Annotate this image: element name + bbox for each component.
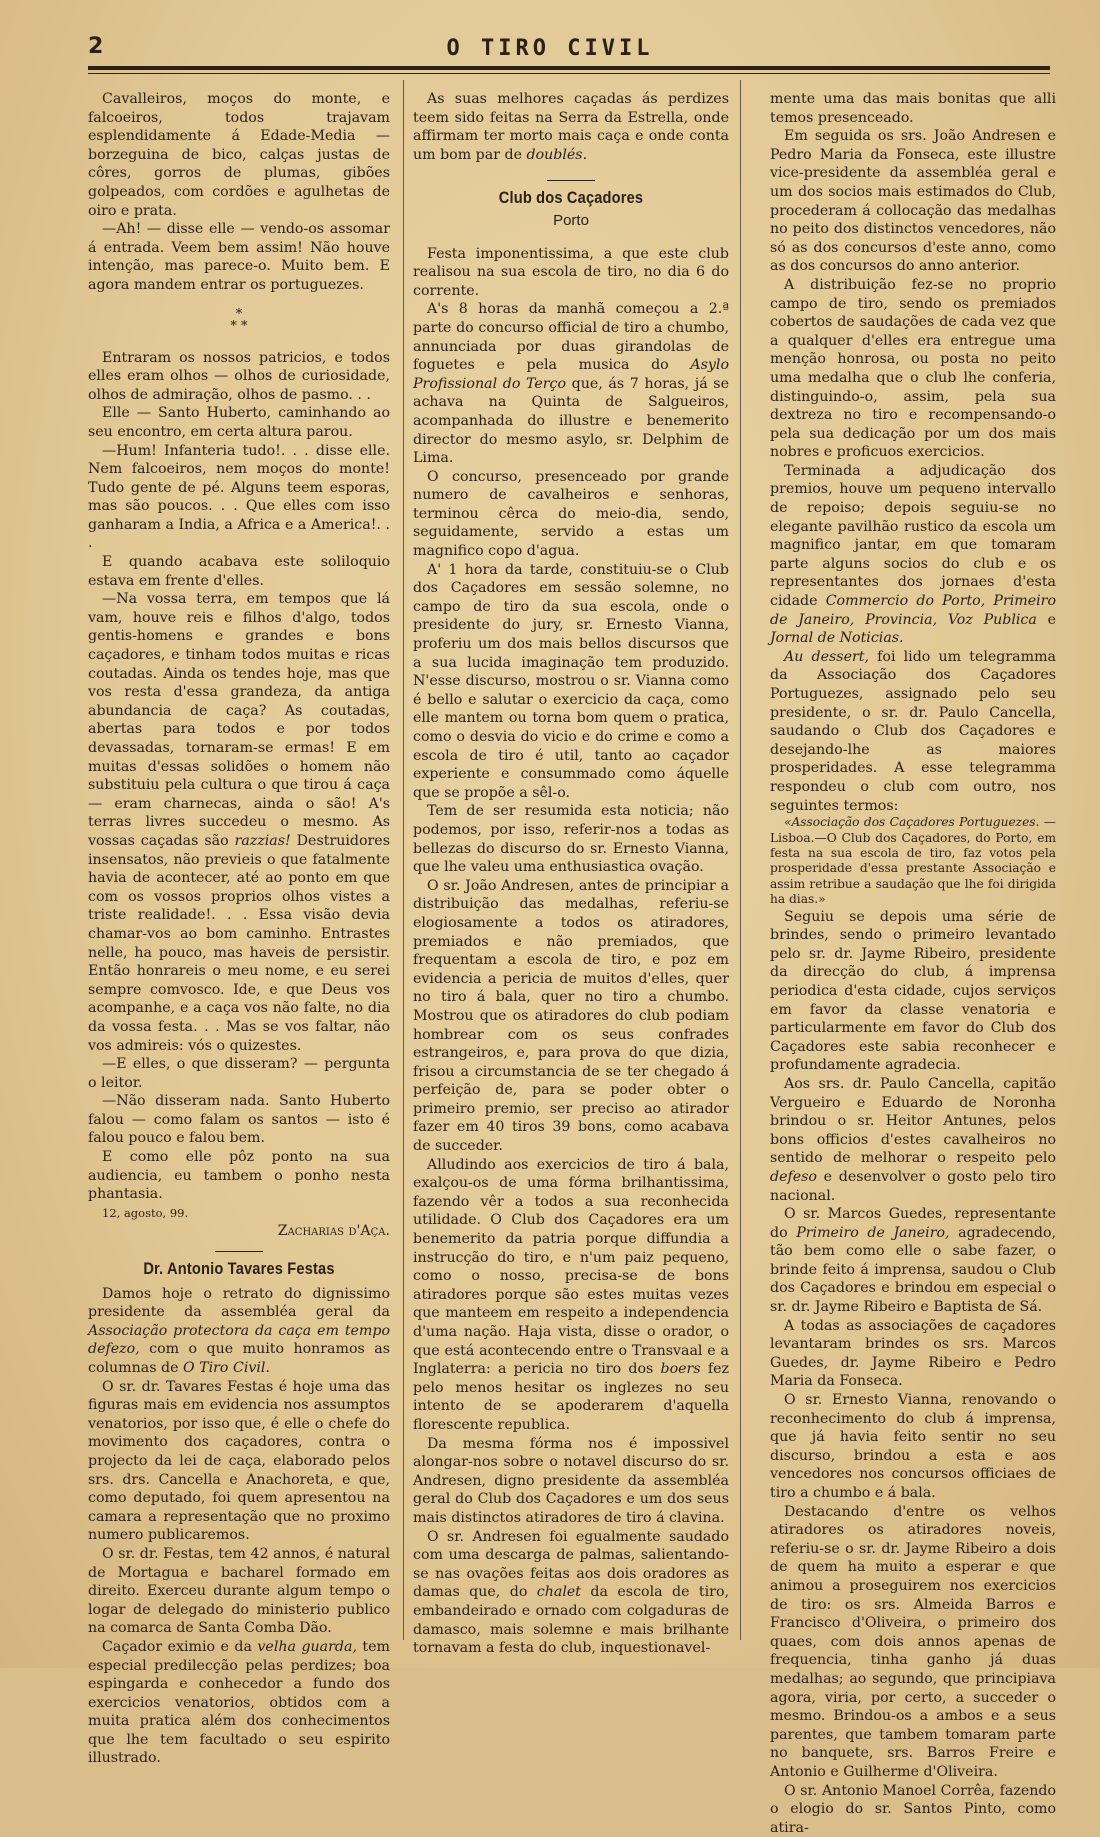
- paragraph: [413, 1528, 729, 1658]
- text-run: fez pelo menos hesitar os inglezes no seu intento de se apoderarem d'aquella florescente republica.: [413, 1361, 729, 1433]
- italic-text: «Associação dos Caçadores Portuguezes.: [784, 815, 1039, 829]
- italic-text: Commercio do Porto, Primeiro de Janeiro, Provincia, Voz Publica: [770, 593, 1056, 628]
- text-run: As suas melhores caçadas ás perdizes teem sido feitas na Serra da Estrella, onde affirmam ter morto mais caça e onde conta um bom par de: [413, 91, 729, 163]
- paragraph: [88, 1638, 390, 1768]
- paragraph: —Ah! — disse elle — vendo-os assomar á entrada. Veem bem assim! Não houve intenção, mas parece-o. Muito bem. E agora mandem entrar os portuguezes.: [88, 220, 390, 294]
- text-run: Damos hoje o retrato do dignissimo presidente da assembléa geral da: [88, 1286, 390, 1321]
- paragraph: Tem de ser resumida esta noticia; não podemos, por isso, referir-nos a todas as bellezas do discurso do sr. Ernesto Vianna, que lhe valeu uma enthusiastica ovação.: [413, 802, 729, 876]
- text-run: Caçador eximio e da: [102, 1639, 257, 1655]
- text-run: — Lisboa.—O Club dos Caçadores, do Porto, em festa na sua escola de tiro, faz votos pela prosperidade d'essa prestante Associação e assim retribue a saudação que lhe foi dirigida ha dias.»: [770, 815, 1056, 906]
- page-number: 2: [88, 34, 103, 59]
- column-2: [413, 90, 729, 1650]
- italic-text: O Tiro Civil.: [183, 1360, 270, 1376]
- paragraph: Festa imponentissima, a que este club realisou na sua escola de tiro, no dia 6 do corrente.: [413, 245, 729, 301]
- column-3: [770, 90, 1056, 1650]
- text-run: Terminada a adjudicação dos premios, houve um pequeno intervallo de repoiso; depois seguiu-se no elegante pavilhão rustico da escola um magnifico jantar, em que tomaram parte alguns socios do club e os representantes dos jornaes d'esta cidade: [770, 463, 1056, 609]
- italic-text: doublés.: [527, 147, 588, 163]
- paragraph: mente uma das mais bonitas que alli temos presenceado.: [770, 90, 1056, 127]
- paragraph: [413, 90, 729, 164]
- paragraph: —Não disseram nada. Santo Huberto falou — como falam os santos — isto é falou pouco e falou bem.: [88, 1092, 390, 1148]
- text-run: Aos srs. dr. Paulo Cancella, capitão Vergueiro e Eduardo de Noronha brindou o sr. Heitor Antunes, pelos bons officios d'estes cavalheiros no sentido de melhorar o respeito pelo: [770, 1076, 1056, 1166]
- text-run: A's 8 horas da manhã começou a 2.ª parte do concurso official de tiro a chumbo, annunciada por duas girandolas de foguetes e pela musica do: [413, 301, 729, 373]
- italic-text: Associação protectora da caça em tempo defezo,: [88, 1323, 390, 1358]
- paragraph: [413, 1156, 729, 1435]
- text-run: e: [1037, 612, 1056, 628]
- column-divider: [740, 80, 741, 1640]
- paragraph: Elle — Santo Huberto, caminhando ao seu encontro, em certa altura parou.: [88, 404, 390, 441]
- italic-text: razzias!: [235, 833, 291, 849]
- newspaper-title: O TIRO CIVIL: [0, 36, 1100, 61]
- paragraph: O sr. dr. Tavares Festas é hoje uma das figuras mais em evidencia nos assumptos venatorios, por isso que, é elle o chefe do movimento dos caçadores, contra o projecto da lei de caça, elaborado pelos srs. drs. Cancella e Anachoreta, e que, como deputado, foi quem apresentou na camara a representação que no proximo numero publicaremos.: [88, 1378, 390, 1545]
- paragraph: [770, 648, 1056, 815]
- paragraph: Entraram os nossos patricios, e todos elles eram olhos — olhos de curiosidade, olhos de admiração, olhos de pasmo. . .: [88, 349, 390, 405]
- article-date: 12, agosto, 99.: [88, 1204, 390, 1223]
- text-run: Alludindo aos exercicios de tiro á bala, exalçou-os de uma fórma brilhantissima, fazendo vêr a todos a sua reconhecida utilidade. O Club dos Caçadores era um benemerito da patria porque diffundia a instrucção do tiro, e n'um paiz pequeno, como o nosso, precisa-se de bons atiradores porque são estes muitas vezes que manteem em respeito a independencia d'uma nação. Haja vista, disse o orador, o que está acontecendo entre o Transvaal e a Inglaterra: a pericia no tiro dos: [413, 1157, 729, 1378]
- italic-text: Asylo Profissional do Terço: [413, 357, 729, 392]
- column-divider: [403, 80, 404, 1640]
- paragraph: [770, 462, 1056, 648]
- text-run: e desenvolver o gosto pelo tiro nacional.: [770, 1169, 1056, 1204]
- paragraph: Em seguida os srs. João Andresen e Pedro Maria da Fonseca, este illustre vice-presidente da assembléa geral e um dos socios mais estimados do Club, procederam á collocação das medalhas no peito dos distinctos vencedores, não só as dos concursos d'este anno, como as dos concursos do anno anterior.: [770, 127, 1056, 276]
- header-rule-thick: [88, 66, 1050, 70]
- paragraph: E quando acabava este soliloquio estava em frente d'elles.: [88, 553, 390, 590]
- paragraph: Cavalleiros, moços do monte, e falcoeiros, todos trajavam esplendidamente á Edade-Media — borzeguina de bico, calças justas de côres, gorros de plumas, gibões golpeados, com cordões e agulhetas de oiro e prata.: [88, 90, 390, 220]
- italic-text: defeso: [770, 1169, 817, 1185]
- paragraph: Seguiu se depois uma série de brindes, sendo o primeiro levantado pelo sr. dr. Jayme Ribeiro, presidente da direcção do club, á imprensa periodica d'esta cidade, cujos serviços em favor da classe venatoria e particularmente em favor do Club dos Caçadores este sabia reconhecer e profundamente agradecia.: [770, 908, 1056, 1075]
- paragraph: Da mesma fórma nos é impossivel alongar-nos sobre o notavel discurso do sr. Andresen, digno presidente da assembléa geral do Club dos Caçadores e um dos seus mais distinctos atiradores de tiro á clavina.: [413, 1435, 729, 1528]
- section-stars: * * *: [88, 309, 390, 333]
- text-run: —Na vossa terra, em tempos que lá vam, houve reis e filhos d'algo, todos gentis-homens e grandes e bons caçadores, e tinham todos muitas e ricas coutadas. Ainda os tendes hoje, mas que vos resta d'essa grandeza, da antiga abundancia de caça? As coutadas, abertas para todos e por todos devassadas, tornaram-se ermas! E em muitas d'essas solidões o homem não substituiu pela cultura o que tirou á caça — eram charnecas, ainda o são! A's terras livres succedeu o mesmo. As vossas caçadas são: [88, 591, 390, 849]
- paragraph: O concurso, presenceado por grande numero de cavalheiros e senhoras, terminou cêrca do meio-dia, sendo, seguidamente, servido a estas um magnifico copo d'agua.: [413, 468, 729, 561]
- text-run: tem especial predilecção pelas perdizes; boa espingarda e conhecedor a fundo dos exercicios venatorios, obtidos com a muita pratica além dos conhecimentos que lhe tem facultado o seu espirito illustrado.: [88, 1639, 390, 1767]
- text-run: O sr. Andresen foi egualmente saudado com uma descarga de palmas, salientando-se nas ovações feitas aos dois oradores as damas que, do: [413, 1529, 729, 1601]
- text-run: O sr. Marcos Guedes, representante do: [770, 1206, 1056, 1241]
- paragraph: A' 1 hora da tarde, constituiu-se o Club dos Caçadores em sessão solemne, no campo de tiro da sua escola, onde o presidente do jury, sr. Ernesto Vianna, proferiu um dos mais bellos discursos que a sua lucida imaginação tem produzido. N'esse discurso, mostrou o sr. Vianna como é bello e salutar o exercicio da caça, como elle mantem ou torna bom quem o pratica, como o desvia do vicio e do crime e como a escola de tiro é util, tanto ao caçador experiente e consummado como áquelle que se propõe a sêl-o.: [413, 561, 729, 803]
- italic-text: velha guarda,: [257, 1639, 357, 1655]
- paragraph: —E elles, o que disseram? — pergunta o leitor.: [88, 1055, 390, 1092]
- paragraph: [413, 300, 729, 467]
- paragraph: Destacando d'entre os velhos atiradores os atiradores noveis, referiu-se o sr. dr. Jayme Ribeiro a dois de quem ha muito a esperar e que animou a proseguirem nos exercicios de tiro: os srs. Almeida Barros e Francisco d'Oliveira, o primeiro dos quaes, com dois annos apenas de frequencia, tinha ganho já duas medalhas; ao segundo, que principiava agora, viria, por certo, a succeder o mesmo. Brindou-os a ambos e a seus parentes, que tambem tomaram parte no banquete, srs. Barros Freire e Antonio e Guilherme d'Oliveira.: [770, 1503, 1056, 1782]
- paragraph: O sr. Antonio Manoel Corrêa, fazendo o elogio do sr. Santos Pinto, como atira-: [770, 1782, 1056, 1837]
- header-rule-thin: [88, 73, 1050, 74]
- article-subheading: Porto: [413, 212, 729, 231]
- paragraph: —Hum! Infanteria tudo!. . . disse elle. Nem falcoeiros, nem moços do monte! Tudo gente de pé. Alguns teem esporas, mas são poucos. . . Que elles com isso ganharam a India, a Africa e a America!. . .: [88, 442, 390, 554]
- telegram-quote: [770, 815, 1056, 907]
- italic-text: Jornal de Noticias.: [770, 630, 904, 646]
- paragraph: O sr. dr. Festas, tem 42 annos, é natural de Mortagua e bacharel formado em direito. Exerceu durante algum tempo o logar de delegado do ministerio publico na comarca de Santa Comba Dão.: [88, 1545, 390, 1638]
- paragraph: A todas as associações de caçadores levantaram brindes os srs. Marcos Guedes, dr. Jayme Ribeiro e Pedro Maria da Fonseca.: [770, 1317, 1056, 1391]
- paragraph: A distribuição fez-se no proprio campo de tiro, sendo os premiados cobertos de saudações de cada vez que a qualquer d'elles era entregue uma menção honrosa, ou posta no peito uma medalha que o club lhe conferia, distinguindo-o, assim, pela sua dextreza no tiro e recompensando-o pela sua dedicação por um dos mais nobres e proficuos exercicios.: [770, 276, 1056, 462]
- article-heading: Dr. Antonio Tavares Festas: [109, 1260, 369, 1279]
- article-author: Zacharias d'Aça.: [88, 1222, 390, 1241]
- paragraph: O sr. Ernesto Vianna, renovando o reconhecimento do club á imprensa, que já havia feito sentir no seu discurso, brindou a esta e aos vencedores nos concursos officiaes de tiro a chumbo e á bala.: [770, 1391, 1056, 1503]
- section-rule: [215, 1251, 263, 1252]
- italic-text: chalet: [537, 1584, 581, 1600]
- italic-text: Primeiro de Janeiro,: [796, 1225, 949, 1241]
- text-run: agradecendo, tão bem como elle o sabe fazer, o brinde feito á imprensa, saudou o Club dos Caçadores e brindou em especial o sr. dr. Jayme Ribeiro e Baptista de Sá.: [770, 1225, 1056, 1315]
- paragraph: E como elle pôz ponto na sua audiencia, eu tambem o ponho nesta phantasia.: [88, 1148, 390, 1204]
- text-run: com o que muito honramos as columnas de: [88, 1341, 390, 1376]
- paragraph: [88, 590, 390, 1055]
- text-run: da escola de tiro, embandeirado e ornado com colgaduras de damasco, mais solemne e mais brilhante tornavam a festa do club, inquestionavel-: [413, 1584, 729, 1656]
- italic-text: Au dessert,: [784, 649, 869, 665]
- paragraph: O sr. João Andresen, antes de principiar a distribuição das medalhas, referiu-se elogiosamente a todos os atiradores, premiados e não premiados, que frequentam a escola de tiro, e poz em evidencia a pericia de muitos d'elles, quer no tiro á bala, quer no tiro a chumbo. Mostrou que os atiradores do club podiam hombrear com os seus confrades estrangeiros, e, para prova do que dizia, frisou a circumstancia de se ter chegado á perfeição de, para se poder obter o primeiro premio, ser preciso ao atirador fazer em 40 tiros 39 bons, como acabava de succeder.: [413, 877, 729, 1156]
- paragraph: [770, 1205, 1056, 1317]
- paragraph: [88, 1285, 390, 1378]
- italic-text: boers: [661, 1361, 701, 1377]
- text-run: foi lido um telegramma da Associação dos Caçadores Portuguezes, assignado pelo seu presidente, o sr. dr. Paulo Cancella, saudando o Club dos Caçadores e desejando-lhe as maiores prosperidades. A esse telegramma respondeu o club com outro, nos seguintes termos:: [770, 649, 1056, 814]
- article-heading: Club dos Caçadores: [435, 189, 707, 208]
- column-1: [88, 90, 390, 1650]
- section-rule: [547, 180, 595, 181]
- paragraph: [770, 1075, 1056, 1205]
- text-run: que, ás 7 horas, já se achava na Quinta de Salgueiros, acompanhada do illustre e benemerito director do mesmo asylo, sr. Delphim de Lima.: [413, 376, 729, 466]
- text-run: Destruidores insensatos, não previeis o que fatalmente havia de acontecer, até ao ponto em que com os vossos proprios olhos vistes a triste realidade!. . . Essa visão devia chamar-vos ao bom caminho. Entrastes nelle, ha pouco, mas haveis de persistir. Então honrareis o meu nome, e eu serei sempre comvosco. Ide, e que Deus vos acompanhe, e a caça vos não falte, no dia da vossa festa. . . Mas se vos faltar, não vos admireis: vós o quizestes.: [88, 833, 390, 1054]
